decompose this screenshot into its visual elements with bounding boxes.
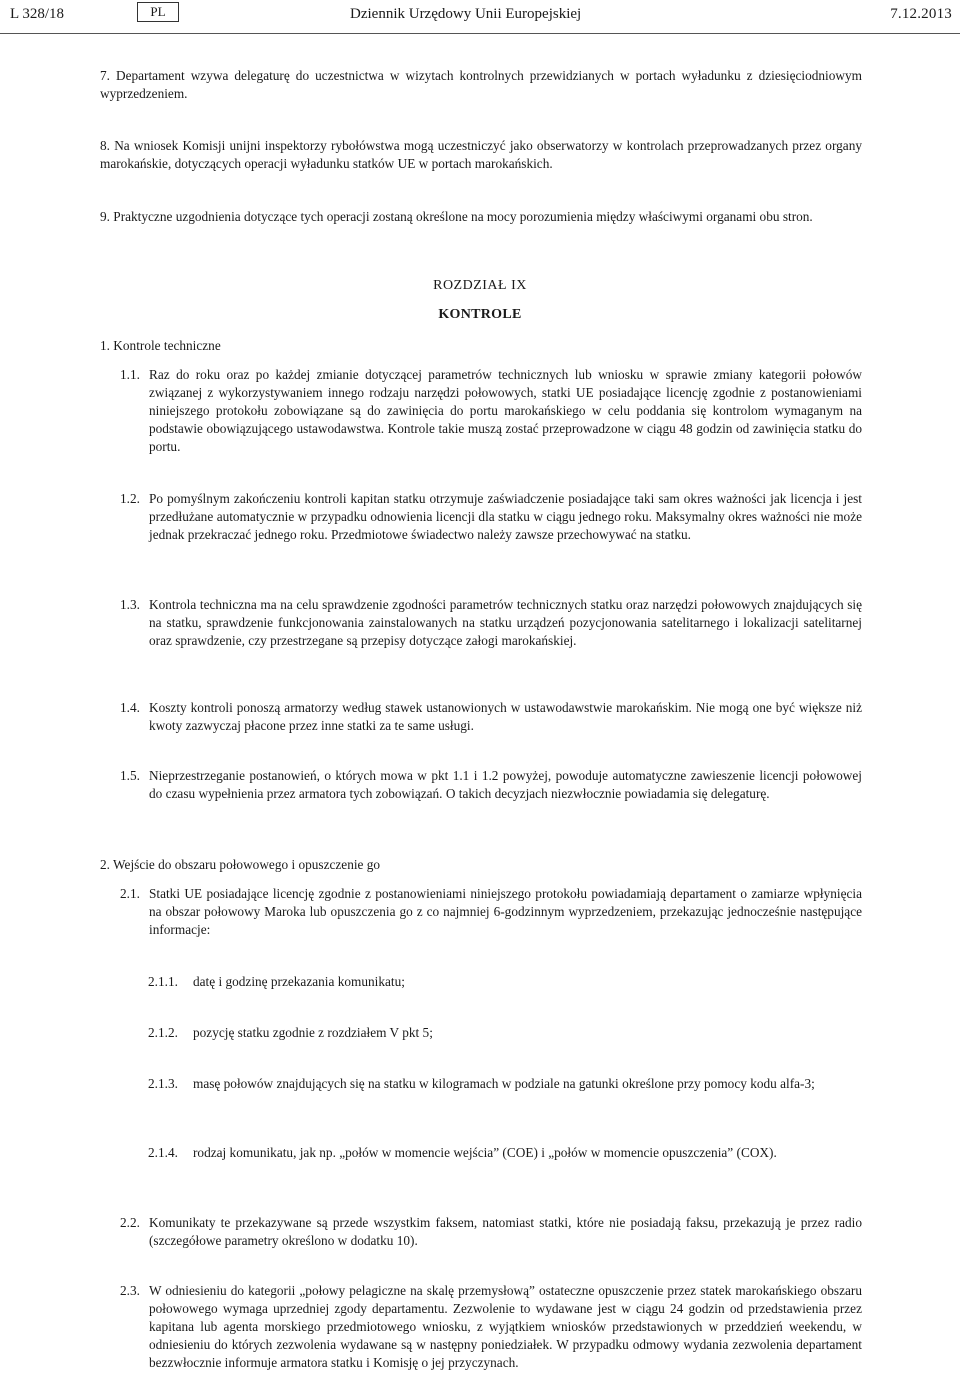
chapter-number: ROZDZIAŁ IX — [433, 278, 527, 293]
item-number: 2.1. — [120, 886, 140, 901]
subitem-text: rodzaj komunikatu, jak np. „połów w momencie wejścia” (COE) i „połów w momencie opuszczenia” (COX). — [193, 1145, 777, 1160]
item-text: Nieprzestrzeganie postanowień, o których mowa w pkt 1.1 i 1.2 powyżej, powoduje automatyczne zawieszenie licencji połowowej do czasu wypełnienia przez armatora tych zobowiązań. O takich decyzjach niezwłocznie powiadamia się delegaturę. — [149, 768, 862, 801]
item-text: Koszty kontroli ponoszą armatorzy według stawek ustanowionych w ustawodawstwie marokańskim. Nie mogą one być większe niż kwoty zazwyczaj płacone przez inne statki za te same usługi. — [149, 700, 862, 733]
subitem-number: 2.1.2. — [148, 1025, 178, 1040]
item-text: Po pomyślnym zakończeniu kontroli kapitan statku otrzymuje zaświadczenie posiadające taki sam okres ważności jak licencja i jest przedłużane automatycznie w przypadku odnowienia licencji dla statku w ciągu jednego roku. Maksymalny okres ważności nie może jednak przekraczać jednego roku. Przedmiotowe świadectwo należy zawsze przechowywać na statku. — [149, 491, 862, 542]
item-text: W odniesieniu do kategorii „połowy pelagiczne na skalę przemysłową” ostateczne opuszczenie przez statek marokańskiego obszaru połowowego wymaga uprzedniej zgody departamentu. Zezwolenie to wydawane jest w ciągu 24 godzin od przedstawienia przez kapitana lub agenta morskiego przedmiotowego wniosku, z wyjątkiem wniosków przedstawionych w przeddzień weekendu, w odniesieniu do których zezwolenia wydawane są w następny poniedziałek. W przypadku odmowy wydania zezwolenia departament bezzwłocznie informuje armatora statku i Komisję o jej przyczynach. — [149, 1283, 862, 1370]
paragraph-9: 9. Praktyczne uzgodnienia dotyczące tych operacji zostaną określone na mocy porozumienia między właściwymi organami obu stron. — [100, 209, 813, 224]
item-text: Kontrola techniczna ma na celu sprawdzenie zgodności parametrów technicznych statku oraz narzędzi połowowych znajdujących się na statku, sprawdzenie funkcjonowania zainstalowanych na statku urządzeń pozycjonowania satelitarnego i lokalizacji satelitarnej oraz sprawdzenie, czy przestrzegane są przepisy dotyczące załogi marokańskiej. — [149, 597, 862, 648]
journal-title: Dziennik Urzędowy Unii Europejskiej — [350, 6, 582, 22]
subitem-number: 2.1.3. — [148, 1076, 178, 1091]
item-text: Komunikaty te przekazywane są przede wszystkim faksem, natomiast statki, które nie posiadają faksu, przekazują je przez radio (szczegółowe parametry określono w dodatku 10). — [149, 1215, 862, 1248]
page-reference: L 328/18 — [10, 6, 65, 22]
subitem-text: masę połowów znajdujących się na statku w kilogramach w podziale na gatunki określone przy pomocy kodu alfa-3; — [193, 1076, 815, 1091]
item-text: Statki UE posiadające licencję zgodnie z postanowieniami niniejszego protokołu powiadamiają departament o zamiarze wpłynięcia na obszar połowowy Maroka lub opuszczenia go z co najmniej 6-godzinnym wyprzedzeniem, przekazując jednocześnie następujące informacje: — [149, 886, 862, 937]
section-heading-entry-exit: 2. Wejście do obszaru połowowego i opuszczenie go — [100, 857, 381, 872]
item-number: 1.2. — [120, 491, 140, 506]
subitem-text: pozycję statku zgodnie z rozdziałem V pkt 5; — [193, 1025, 433, 1040]
item-text: Raz do roku oraz po każdej zmianie dotyczącej parametrów technicznych lub wniosku w sprawie zmiany kategorii połowów związanej z wykorzystywaniem innego rodzaju narzędzi połowowych, statki UE posiadające licencję zgodnie z postanowieniami niniejszego protokołu zobowiązane są do zawinięcia do portu marokańskiego w celu poddania się kontrolom wymaganym na podstawie obowiązującego ustawodawstwa. Kontrole takie muszą zostać przeprowadzone w ciągu 48 godzin od zawinięcia statku do portu. — [149, 367, 862, 454]
subitem-number: 2.1.4. — [148, 1145, 178, 1160]
section-heading-technical-inspections: 1. Kontrole techniczne — [100, 338, 221, 353]
item-number: 1.1. — [120, 367, 140, 382]
item-number: 1.5. — [120, 768, 140, 783]
item-number: 2.2. — [120, 1215, 140, 1230]
subitem-text: datę i godzinę przekazania komunikatu; — [193, 974, 405, 989]
paragraph-7: 7. Departament wzywa delegaturę do uczestnictwa w wizytach kontrolnych przewidzianych w portach wyładunku z dziesięciodniowym wyprzedzeniem. — [100, 68, 862, 101]
item-number: 1.4. — [120, 700, 140, 715]
language-badge: PL — [137, 2, 179, 22]
item-number: 2.3. — [120, 1283, 140, 1298]
paragraph-8: 8. Na wniosek Komisji unijni inspektorzy rybołówstwa mogą uczestniczyć jako obserwatorzy w kontrolach przeprowadzanych przez organy marokańskie, dotyczących operacji wyładunku statków UE w portach marokańskich. — [100, 138, 862, 171]
item-number: 1.3. — [120, 597, 140, 612]
publication-date: 7.12.2013 — [890, 6, 952, 22]
subitem-number: 2.1.1. — [148, 974, 178, 989]
chapter-title: KONTROLE — [438, 307, 522, 322]
header-divider — [0, 33, 960, 34]
